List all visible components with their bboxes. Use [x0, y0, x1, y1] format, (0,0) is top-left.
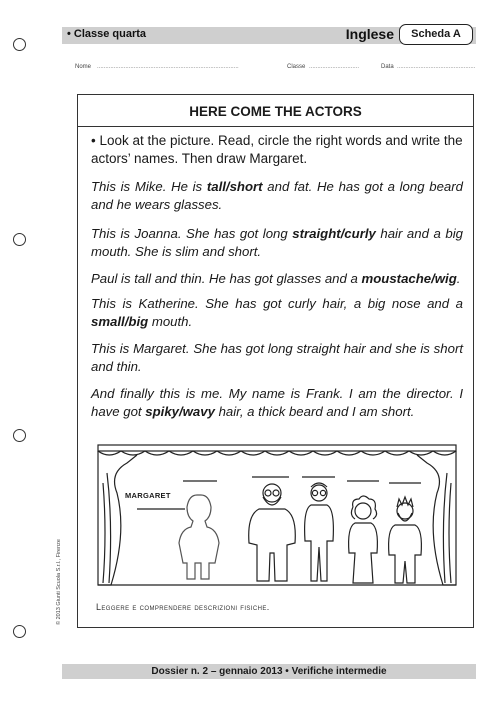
class-field-label: Classe — [287, 64, 306, 70]
sheet-badge: Scheda A — [399, 24, 473, 45]
subject-label: Inglese — [345, 26, 394, 42]
date-field-label: Data — [381, 64, 394, 70]
instruction-text: • Look at the picture. Read, circle the right words and write the actors’ names. Then draw Margaret. — [91, 133, 463, 166]
choice-tall-short[interactable]: tall/short — [206, 179, 263, 194]
binder-hole-lower — [13, 429, 26, 442]
header-bar — [62, 27, 476, 44]
name-field-dots[interactable]: ..................................................................................... — [97, 64, 239, 70]
paragraph-katherine: This is Katherine. She has got curly hair, a big nose and a small/big mouth. — [91, 296, 463, 329]
stage-illustration — [97, 443, 457, 593]
binder-hole-bottom — [13, 625, 26, 638]
class-label: • Classe quarta — [67, 28, 147, 40]
paragraph-joanna: This is Joanna. She has got long straight/curly hair and a big mouth. She is slim and short. — [91, 226, 463, 259]
worksheet-title: HERE COME THE ACTORS — [189, 104, 362, 119]
paragraph-paul: Paul is tall and thin. He has got glasses and a moustache/wig. — [91, 271, 461, 286]
binder-hole-top — [13, 38, 26, 51]
name-field-label: Nome — [75, 64, 92, 70]
choice-small-big[interactable]: small/big — [91, 313, 149, 329]
paragraph-margaret: This is Margaret. She has got long straight hair and she is short and thin. — [91, 341, 463, 374]
class-field-dots[interactable]: .............................. — [309, 64, 360, 70]
paragraph-frank: And finally this is me. My name is Frank. I am the director. I have got spiky/wavy hair, a thick beard and I am short. — [91, 386, 463, 419]
learning-objective: Leggere e comprendere descrizioni fisiche. — [96, 602, 270, 612]
footer-bar: Dossier n. 2 – gennaio 2013 • Verifiche intermedie — [62, 664, 476, 679]
choice-spiky-wavy[interactable]: spiky/wavy — [145, 403, 215, 419]
choice-straight-curly[interactable]: straight/curly — [292, 226, 376, 241]
title-divider — [78, 126, 473, 127]
margaret-label: MARGARET — [125, 491, 171, 500]
paragraph-mike: This is Mike. He is tall/short and fat. He has got a long beard and he wears glasses. — [91, 179, 463, 212]
copyright-note: © 2013 Giunti Scuola S.r.l., Firenze — [56, 539, 62, 625]
date-field-dots[interactable]: ............................................... — [397, 64, 476, 70]
binder-hole-upper — [13, 233, 26, 246]
worksheet-frame — [77, 94, 474, 628]
choice-moustache-wig[interactable]: moustache/wig — [361, 271, 457, 286]
